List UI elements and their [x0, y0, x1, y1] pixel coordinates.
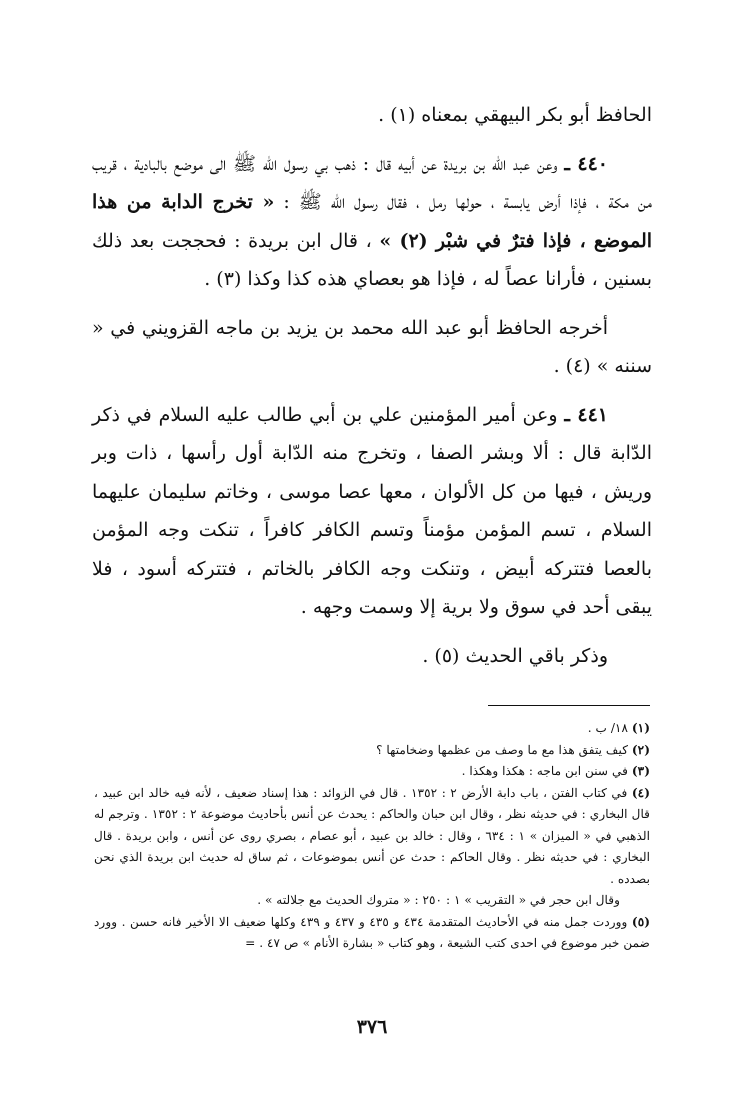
footnote-4-continued: وقال ابن حجر في « التقريب » ١ : ٢٥٠ : « متروك الحديث مع جلالته » .: [257, 893, 620, 907]
footnotes-block: [94, 718, 650, 955]
footnote-number: (٥): [631, 914, 651, 929]
footnote-2: [94, 740, 650, 762]
hadith-text-continued: ، قال ابن بريدة : فحججت بعد ذلك بسنين ، فأرانا عصاً له ، فإذا هو بعصاي هذه كذا وكذا (٣) .: [92, 229, 652, 290]
hadith-number: ٤٤٠ ـ: [564, 152, 608, 175]
footnote-number: (٢): [631, 742, 650, 757]
footnote-divider: [488, 705, 650, 706]
footnote-text: في كتاب الفتن ، باب دابة الأرض ٢ : ١٣٥٢ . قال في الزوائد : هذا إسناد ضعيف ، لأنه فيه خالد ابن عبيد ، قال البخاري : في حديثه نظر ، وقال ابن حبان والحاكم : يحدث عن أنس بأحاديث موضوعة ٢ : ١٣٥٢ . وترجم له الذهبي في « الميزان » ١ : ٦٣٤ ، وقال : خالد بن عبيد ، أبو عصام ، بصري روى عن أنس ، وابن بريدة . قال البخاري : في حديثه نظر . وقال الحاكم : حدث عن أنس بموضوعات ، ثم ساق له حديث ابن بريدة الذي نحن بصدده .: [94, 785, 650, 886]
footnote-number: (٣): [631, 764, 650, 778]
hadith-text: وعن أمير المؤمنين علي بن أبي طالب عليه السلام في ذكر الدّابة قال : ألا وبشر الصفا ، وتخرج منه الدّابة أول رأسها ، ذات وبر وريش ، فيها من كل الألوان ، معها عصا موسى ، وخاتم سليمان عليهما السلام ، تسم المؤمن مؤمناً وتسم الكافر كافراً ، تنكت وجه المؤمن بالعصا فتتركه أبيض ، وتنكت وجه الكافر بالخاتم ، فتتركه أسود ، فلا يبقى أحد في سوق ولا برية إلا وسمت وجهه .: [92, 403, 652, 618]
footnote-1: [94, 718, 650, 740]
footnote-4: [94, 783, 650, 891]
hadith-440: [92, 145, 652, 299]
source-note-440: أخرجه الحافظ أبو عبد الله محمد بن يزيد بن ماجه القزويني في « سننه » (٤) .: [92, 316, 652, 377]
prophetic-quote: « تخرج الدابة من هذا الموضع ، فإذا فترٌ في شبْر (٢) »: [92, 191, 653, 252]
hadith-441: [92, 396, 652, 627]
closing-line: وذكر باقي الحديث (٥) .: [422, 644, 608, 667]
main-text-block: [92, 96, 652, 675]
footnote-text: كيف يتفق هذا مع ما وصف من عظمها وضخامتها ؟: [376, 742, 629, 757]
footnote-text: ١٨/ ب .: [587, 721, 629, 735]
hadith-text: وعن عبد الله بن بريدة عن أبيه قال : ذهب بي رسول الله ﷺ الى موضع بالبادية ، قريب من مكة ، فإذا أرض يابسة ، حولها رمل ، فقال رسول الله ﷺ :: [92, 152, 653, 213]
page-number: ٣٧٦: [356, 1016, 388, 1038]
footnote-text: في سنن ابن ماجه : هكذا وهكذا .: [461, 764, 629, 778]
footnote-5: [94, 912, 650, 955]
footnote-3: [94, 761, 650, 783]
footnote-text: ووردت جمل منه في الأحاديث المتقدمة ٤٣٤ و ٤٣٥ و ٤٣٧ و ٤٣٩ وكلها ضعيف الا الأخير فانه حسن . وورد ضمن خبر موضوع في احدى كتب الشيعة ، وهو كتاب « بشارة الأنام » ص ٤٧ . =: [94, 914, 650, 950]
footnote-number: (١): [631, 721, 650, 735]
continuation-line: الحافظ أبو بكر البيهقي بمعناه (١) .: [378, 104, 652, 126]
hadith-number: ٤٤١ ـ: [564, 403, 608, 426]
footnote-number: (٤): [631, 785, 650, 800]
